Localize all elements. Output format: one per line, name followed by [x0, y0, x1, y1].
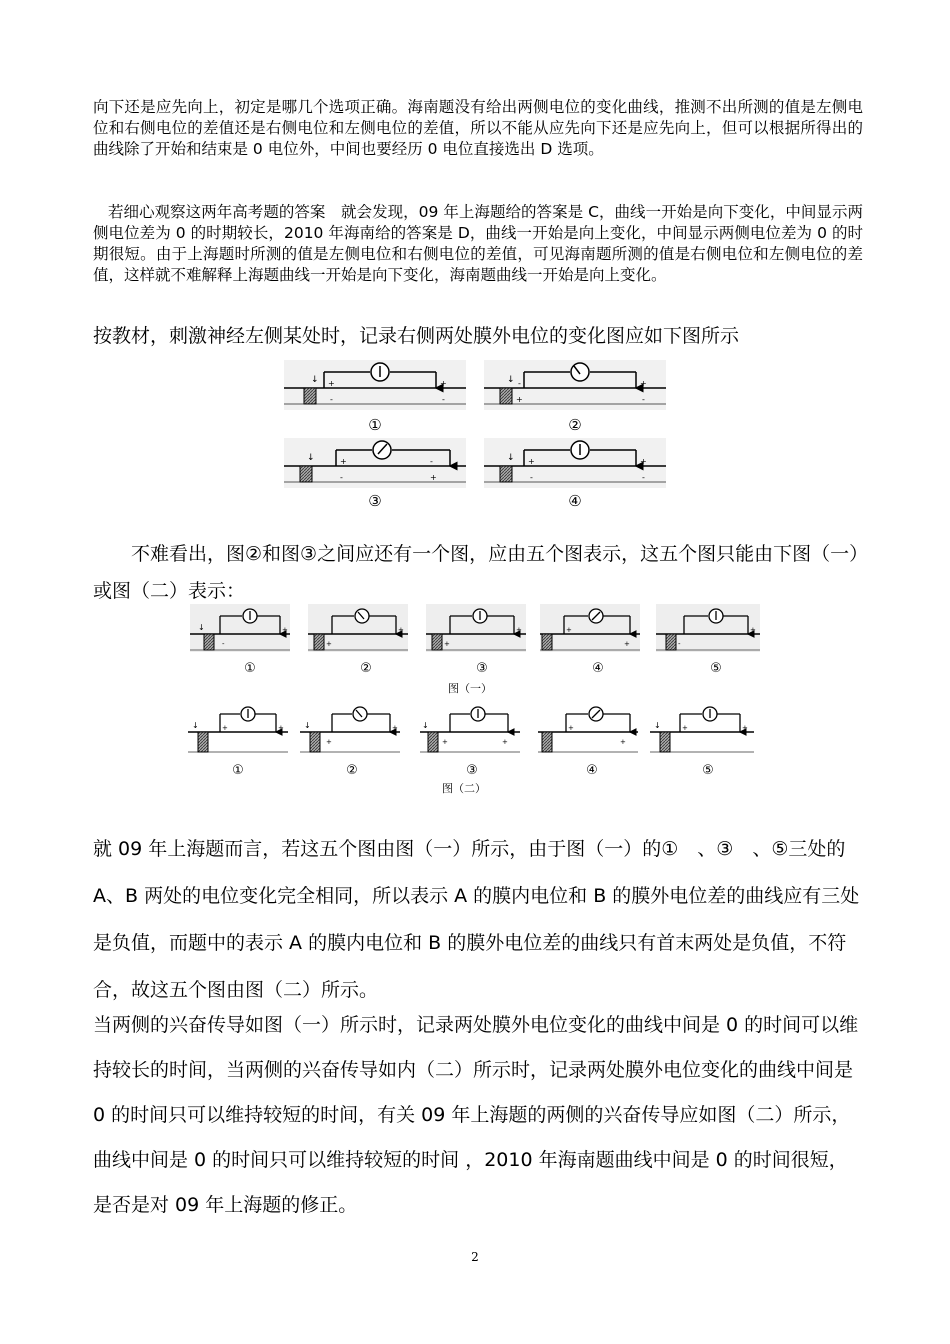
fig1-label-5: ⑤: [710, 661, 722, 676]
figure-one: [190, 604, 770, 696]
svg-text:+: +: [640, 457, 647, 466]
svg-text:+: +: [326, 738, 332, 746]
svg-text:+: +: [444, 640, 450, 648]
svg-text:-: -: [340, 473, 343, 482]
diagram-top-1-label: ①: [368, 416, 382, 434]
svg-text:↓: ↓: [307, 453, 315, 463]
svg-text:+: +: [282, 626, 288, 634]
svg-text:+: +: [442, 738, 448, 746]
paragraph-6: 当两侧的兴奋传导如图（一）所示时，记录两处膜外电位变化的曲线中间是 0 的时间可以维持较长的时间，当两侧的兴奋传导如内（二）所示时，记录两处膜外电位变化的曲线中间是 0 的时间只可以维持较短的时间，有关 09 年上海题的两侧的兴奋传导应如图（二）所示，曲线中间是 0 的时间只可以维持较短的时间 ，2010 年海南题曲线中间是 0 的时间很短，是否是对 09 年上海题的修正。: [93, 1014, 859, 1216]
svg-text:↓: ↓: [311, 375, 319, 385]
svg-text:+: +: [430, 473, 437, 482]
svg-text:+: +: [398, 626, 404, 634]
svg-text:-: -: [678, 640, 681, 648]
diagram-top-3-label: ③: [368, 492, 382, 510]
diagram-fig1-3: [426, 604, 526, 652]
svg-text:-: -: [642, 473, 645, 482]
svg-text:↓: ↓: [198, 623, 205, 632]
diagram-fig2-5: [650, 707, 754, 752]
paragraph-2: 若细心观察这两年高考题的答案 就会发现，09 年上海题给的答案是 C，曲线一开始是向下变化，中间显示两侧电位差为 0 的时期较长，2010 年海南给的答案是 D，曲线一开始是向上变化，中间显示两侧电位差为 0 的时期很短。由于上海题时所测的值是左侧电位和右侧电位的差值，可见海南题所测的值是右侧电位和左侧电位的差值，这样就不难解释上海题曲线一开始是向下变化，海南题曲线一开始是向上变化。: [93, 203, 863, 284]
fig2-label-4: ④: [586, 763, 598, 778]
svg-text:↓: ↓: [507, 453, 515, 463]
svg-text:+: +: [566, 626, 572, 634]
svg-text:+: +: [682, 724, 688, 732]
svg-text:-: -: [442, 395, 445, 404]
svg-text:+: +: [326, 640, 332, 648]
paragraph-4: 不难看出，图②和图③之间应还有一个图，应由五个图表示，这五个图只能由下图（一）或图（二）表示：: [93, 543, 859, 602]
svg-text:-: -: [430, 457, 433, 466]
diagram-fig2-1: [188, 707, 288, 752]
diagram-fig1-1: [190, 604, 290, 652]
svg-text:+: +: [528, 457, 535, 466]
svg-text:+: +: [742, 724, 748, 732]
fig1-label-4: ④: [592, 661, 604, 676]
paragraph-1: 向下还是应先向上，初定是哪几个选项正确。海南题没有给出两侧电位的变化曲线，推测不出所测的值是左侧电位和右侧电位的差值还是右侧电位和左侧电位的差值，所以不能从应先向下还是应先向上，但可以根据所得出的曲线除了开始和结束是 0 电位外，中间也要经历 0 电位直接选出 D 选项。: [93, 98, 863, 158]
diagram-top-2-label: ②: [568, 416, 582, 434]
figure-two: [188, 702, 768, 798]
svg-text:+: +: [516, 395, 523, 404]
svg-text:+: +: [624, 640, 630, 648]
paragraph-3: 按教材，刺激神经左侧某处时，记录右侧两处膜外电位的变化图应如下图所示: [93, 325, 740, 347]
svg-text:↓: ↓: [654, 721, 661, 730]
svg-text:+: +: [328, 379, 335, 388]
svg-text:-: -: [330, 395, 333, 404]
diagram-top-4-label: ④: [568, 492, 582, 510]
fig1-label-2: ②: [360, 661, 372, 676]
fig1-caption: 图（一）: [448, 682, 492, 695]
svg-text:↓: ↓: [507, 375, 515, 385]
paragraph-5: 就 09 年上海题而言，若这五个图由图（一）所示，由于图（一）的① 、③ 、⑤三处的 A、B 两处的电位变化完全相同，所以表示 A 的膜内电位和 B 的膜外电位差的曲线应有三处是负值，而题中的表示 A 的膜内电位和 B 的膜外电位差的曲线只有首末两处是负值，不符合，故这五个图由图（二）所示。: [93, 838, 860, 1001]
page-number: 2: [471, 1250, 479, 1264]
diagram-top-2: [484, 360, 666, 410]
diagram-top-1: [284, 360, 466, 410]
svg-text:+: +: [516, 626, 522, 634]
fig2-caption: 图（二）: [442, 782, 486, 795]
svg-text:+: +: [502, 738, 508, 746]
diagram-fig1-5: [656, 604, 760, 652]
svg-text:+: +: [440, 379, 447, 388]
svg-text:+: +: [278, 724, 284, 732]
svg-text:↓: ↓: [192, 721, 199, 730]
svg-text:-: -: [642, 395, 645, 404]
svg-text:+: +: [620, 738, 626, 746]
fig2-label-1: ①: [232, 763, 244, 778]
diagram-fig1-2: [308, 604, 408, 652]
svg-text:↓: ↓: [304, 721, 311, 730]
fig1-label-3: ③: [476, 661, 488, 676]
diagram-fig2-3: [420, 707, 520, 752]
diagram-fig2-4: [538, 707, 638, 752]
diagram-fig2-2: [300, 707, 400, 752]
svg-text:+: +: [750, 626, 756, 634]
svg-text:-: -: [518, 379, 521, 388]
svg-text:+: +: [392, 724, 398, 732]
diagram-fig1-4: [540, 604, 640, 652]
svg-text:+: +: [222, 724, 228, 732]
diagram-top-4: [484, 438, 666, 488]
svg-text:+: +: [568, 724, 574, 732]
fig1-label-1: ①: [244, 661, 256, 676]
svg-text:-: -: [530, 473, 533, 482]
fig2-label-5: ⑤: [702, 763, 714, 778]
figure-top: [280, 360, 670, 510]
svg-text:+: +: [340, 457, 347, 466]
diagram-top-3: [284, 438, 466, 488]
svg-text:+: +: [640, 379, 647, 388]
svg-text:-: -: [222, 640, 225, 648]
fig2-label-3: ③: [466, 763, 478, 778]
fig2-label-2: ②: [346, 763, 358, 778]
svg-text:↓: ↓: [422, 721, 429, 730]
